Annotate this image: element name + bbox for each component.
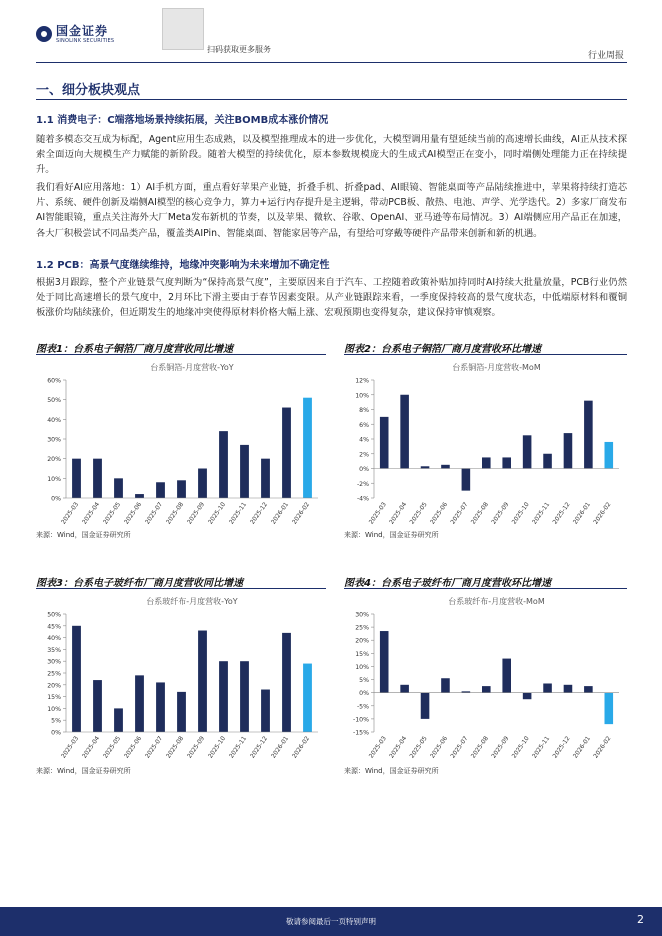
bar	[261, 459, 270, 498]
bar	[303, 398, 312, 498]
bar	[135, 494, 144, 498]
page-header	[0, 0, 662, 62]
x-tick-label: 2025-10	[510, 501, 531, 526]
x-tick-label: 2025-09	[186, 735, 207, 760]
logo-icon	[36, 26, 52, 42]
logo-subtext: SINOLINK SECURITIES	[56, 38, 115, 44]
y-tick-label: 0%	[51, 729, 61, 737]
x-tick-label: 2026-02	[291, 735, 312, 760]
y-tick-label: 40%	[47, 416, 61, 424]
y-tick-label: 35%	[47, 646, 61, 654]
x-tick-label: 2025-12	[551, 735, 572, 760]
bar	[93, 459, 102, 498]
y-tick-label: 50%	[47, 611, 61, 619]
x-tick-label: 2025-07	[144, 501, 165, 526]
y-tick-label: 15%	[47, 694, 61, 702]
y-tick-label: 20%	[47, 682, 61, 690]
x-tick-label: 2025-05	[408, 501, 429, 526]
bar	[156, 682, 165, 732]
x-tick-label: 2025-11	[228, 501, 249, 526]
y-tick-label: 30%	[47, 436, 61, 444]
x-tick-label: 2026-01	[270, 735, 291, 760]
y-tick-label: -5%	[356, 703, 369, 711]
y-tick-label: 10%	[47, 475, 61, 483]
paragraph-consumer-2: 我们看好AI应用落地：1）AI手机方面，重点看好苹果产业链，折叠手机、折叠pad、AI眼镜、智能桌面等产品陆续推进中，苹果将持续打造芯片、系统、硬件创新及端侧AI模型的核心竞争力，算力+运行内存提升是主逻辑，带动PCB板、散热、电池、声学、光学迭代。2）多家厂商发布AI智能眼镜，重点关注海外大厂Meta发布新机的节奏，以及苹果、微软、谷歌、OpenAI、亚马逊等布局情况。3）AI端侧应用产品正在加速，各大厂积极尝试不同品类产品，覆盖类AIPin、智能桌面、智能家居等产品，有望给可穿戴等硬件产品带来创新和新的机遇。	[36, 182, 627, 239]
x-tick-label: 2025-09	[490, 501, 511, 526]
x-tick-label: 2025-04	[388, 735, 409, 760]
bar	[543, 454, 552, 469]
y-tick-label: 10%	[355, 392, 369, 400]
x-tick-label: 2025-05	[408, 735, 429, 760]
bar	[523, 693, 532, 700]
x-tick-label: 2026-02	[592, 735, 613, 760]
x-tick-label: 2025-08	[165, 735, 186, 760]
chart-glass-fabric-mom	[344, 590, 627, 758]
y-tick-label: 10%	[47, 705, 61, 713]
qr-caption: 扫码获取更多服务	[207, 45, 271, 54]
bar	[219, 661, 228, 732]
bar	[584, 686, 593, 693]
y-tick-label: 5%	[359, 677, 369, 685]
y-tick-label: 40%	[47, 635, 61, 643]
figure-3-title: 图表3：台系电子玻纤布厂商月度营收同比增速	[36, 578, 243, 589]
figure-3-divider	[36, 588, 326, 589]
bar	[584, 401, 593, 469]
figure-2-divider	[344, 354, 627, 355]
subsection-title-consumer-electronics: 1.1 消费电子：C端落地场景持续拓展，关注BOMB成本涨价情况	[36, 115, 329, 126]
bar	[240, 445, 249, 498]
chart-title: 台系玻纤布-月度营收-MoM	[448, 597, 545, 606]
x-tick-label: 2025-09	[490, 735, 511, 760]
x-tick-label: 2025-06	[428, 501, 450, 526]
y-tick-label: 8%	[359, 407, 369, 414]
header-divider	[36, 62, 627, 63]
x-tick-label: 2025-04	[388, 501, 409, 526]
bar	[261, 690, 270, 732]
section-divider	[36, 99, 627, 100]
bar	[198, 631, 207, 732]
x-tick-label: 2025-11	[531, 735, 552, 760]
y-tick-label: 45%	[47, 623, 61, 631]
x-tick-label: 2025-11	[228, 735, 249, 760]
x-tick-label: 2025-06	[123, 501, 144, 526]
bar	[564, 433, 573, 468]
y-tick-label: 25%	[355, 624, 369, 632]
x-tick-label: 2025-08	[469, 735, 490, 760]
y-tick-label: 4%	[359, 436, 369, 444]
y-tick-label: 15%	[355, 650, 369, 658]
bar	[177, 480, 186, 498]
x-tick-label: 2025-04	[81, 501, 102, 526]
bar	[502, 457, 511, 468]
chart-title: 台系铜箔-月度营收-YoY	[150, 363, 234, 372]
bar	[72, 626, 81, 732]
y-tick-label: 10%	[355, 663, 369, 671]
bar	[605, 442, 614, 469]
bar	[502, 659, 511, 693]
y-tick-label: 20%	[355, 637, 369, 645]
y-tick-label: 5%	[51, 717, 61, 725]
bar	[421, 693, 430, 719]
bar	[441, 465, 450, 469]
y-tick-label: 25%	[47, 670, 61, 678]
y-tick-label: 0%	[51, 495, 61, 503]
figure-4-title: 图表4：台系电子玻纤布厂商月度营收环比增速	[344, 578, 551, 589]
bar	[303, 664, 312, 732]
section-title: 一、细分板块观点	[36, 83, 141, 98]
y-tick-label: 50%	[47, 397, 61, 405]
x-tick-label: 2025-08	[469, 501, 490, 526]
y-tick-label: -4%	[356, 495, 369, 503]
chart-title: 台系玻纤布-月度营收-YoY	[146, 597, 238, 606]
figure-2-source: 来源：Wind，国金证券研究所	[344, 531, 439, 539]
x-tick-label: 2025-03	[367, 501, 388, 526]
bar	[282, 408, 291, 498]
y-tick-label: 0%	[359, 690, 369, 698]
y-tick-label: 60%	[47, 377, 61, 385]
figure-3-source: 来源：Wind，国金证券研究所	[36, 767, 131, 775]
y-tick-label: -10%	[353, 716, 369, 724]
bar	[198, 469, 207, 499]
figure-1-source: 来源：Wind，国金证券研究所	[36, 531, 131, 539]
x-tick-label: 2025-05	[102, 735, 123, 760]
y-tick-label: -2%	[356, 480, 369, 488]
bar	[605, 693, 614, 724]
paragraph-pcb-1: 根据3月跟踪，整个产业链景气度判断为“保持高景气度”，主要原因来自于汽车、工控随着政策补贴加持同时AI持续大批量放量，PCB行业仍然处于同比高速增长的景气度中，2月环比下滑主要由于春节因素变限。从产业链跟踪来看，一季度保持较高的景气度状态，中低端原材料和覆铜板涨价均陆续涨价，但近期发生的地缘冲突使得原材料价格大幅上涨、宏观预期也变得复杂，建议保持审慎观察。	[36, 277, 627, 319]
x-tick-label: 2026-01	[270, 501, 291, 526]
bar	[114, 478, 123, 498]
x-tick-label: 2025-07	[449, 735, 470, 760]
bar	[219, 431, 228, 498]
figure-4-source: 来源：Wind，国金证券研究所	[344, 767, 439, 775]
bar	[482, 686, 491, 693]
x-tick-label: 2025-07	[449, 501, 470, 526]
x-tick-label: 2025-03	[367, 735, 388, 760]
bar	[421, 466, 430, 468]
figure-4-divider	[344, 588, 627, 589]
x-tick-label: 2025-05	[102, 501, 123, 526]
paragraph-consumer-1: 随着多模态交互成为标配，Agent应用生态成熟，以及模型推理成本的进一步优化，大模型调用量有望延续当前的高速增长曲线，AI正从技术探索全面迈向大规模生产力赋能的新阶段。随着大模型的持续优化，原本参数规模庞大的生成式AI模型正在变小，同时端侧处理能力正在持续提升。	[36, 134, 627, 176]
x-tick-label: 2026-01	[571, 735, 593, 760]
page-number: 2	[637, 913, 644, 926]
bar	[380, 417, 389, 469]
bar	[93, 680, 102, 732]
chart-copper-foil-mom	[344, 356, 627, 524]
bar	[135, 675, 144, 732]
x-tick-label: 2025-06	[123, 735, 144, 760]
y-tick-label: 30%	[355, 611, 369, 619]
footer-disclaimer: 敬请参阅最后一页特别声明	[286, 917, 376, 926]
x-tick-label: 2025-10	[207, 501, 228, 526]
x-tick-label: 2025-06	[428, 735, 450, 760]
subsection-title-pcb: 1.2 PCB：高景气度继续维持，地缘冲突影响为未来增加不确定性	[36, 260, 330, 271]
x-tick-label: 2025-04	[81, 735, 102, 760]
x-tick-label: 2026-02	[291, 501, 312, 526]
x-tick-label: 2025-08	[165, 501, 186, 526]
x-tick-label: 2025-11	[531, 501, 552, 526]
x-tick-label: 2026-02	[592, 501, 613, 526]
bar	[240, 661, 249, 732]
y-tick-label: 2%	[359, 451, 369, 459]
y-tick-label: 30%	[47, 658, 61, 666]
bar	[441, 678, 450, 692]
y-tick-label: 0%	[359, 466, 369, 473]
bar	[282, 633, 291, 732]
bar	[523, 435, 532, 468]
bar	[564, 685, 573, 693]
bar	[462, 469, 471, 491]
bar	[400, 685, 409, 693]
x-tick-label: 2025-12	[249, 501, 270, 526]
y-tick-label: 20%	[47, 456, 61, 464]
figure-2-title: 图表2：台系电子铜箔厂商月度营收环比增速	[344, 344, 541, 355]
bar	[400, 395, 409, 469]
logo-text: 国金证券	[56, 24, 109, 38]
report-category: 行业周报	[587, 51, 624, 61]
figure-1-title: 图表1：台系电子铜箔厂商月度营收同比增速	[36, 344, 233, 355]
x-tick-label: 2025-10	[207, 735, 228, 760]
y-tick-label: -15%	[353, 729, 369, 737]
bar	[482, 457, 491, 468]
chart-glass-fabric-yoy	[36, 590, 326, 758]
bar	[156, 482, 165, 498]
x-tick-label: 2025-09	[186, 501, 207, 526]
x-tick-label: 2025-03	[60, 735, 81, 760]
bar	[380, 631, 389, 693]
x-tick-label: 2025-12	[551, 501, 572, 526]
chart-copper-foil-yoy	[36, 356, 326, 524]
bar	[72, 459, 81, 498]
y-tick-label: 12%	[355, 377, 369, 385]
bar	[114, 708, 123, 732]
x-tick-label: 2025-07	[144, 735, 165, 760]
x-tick-label: 2025-10	[510, 735, 531, 760]
x-tick-label: 2026-01	[571, 501, 593, 526]
x-tick-label: 2025-12	[249, 735, 270, 760]
chart-title: 台系铜箔-月度营收-MoM	[452, 363, 541, 372]
bar	[177, 692, 186, 732]
qr-code-icon	[162, 8, 204, 50]
figure-1-divider	[36, 354, 326, 355]
y-tick-label: 6%	[359, 421, 369, 429]
x-tick-label: 2025-03	[60, 501, 81, 526]
bar	[543, 683, 552, 692]
